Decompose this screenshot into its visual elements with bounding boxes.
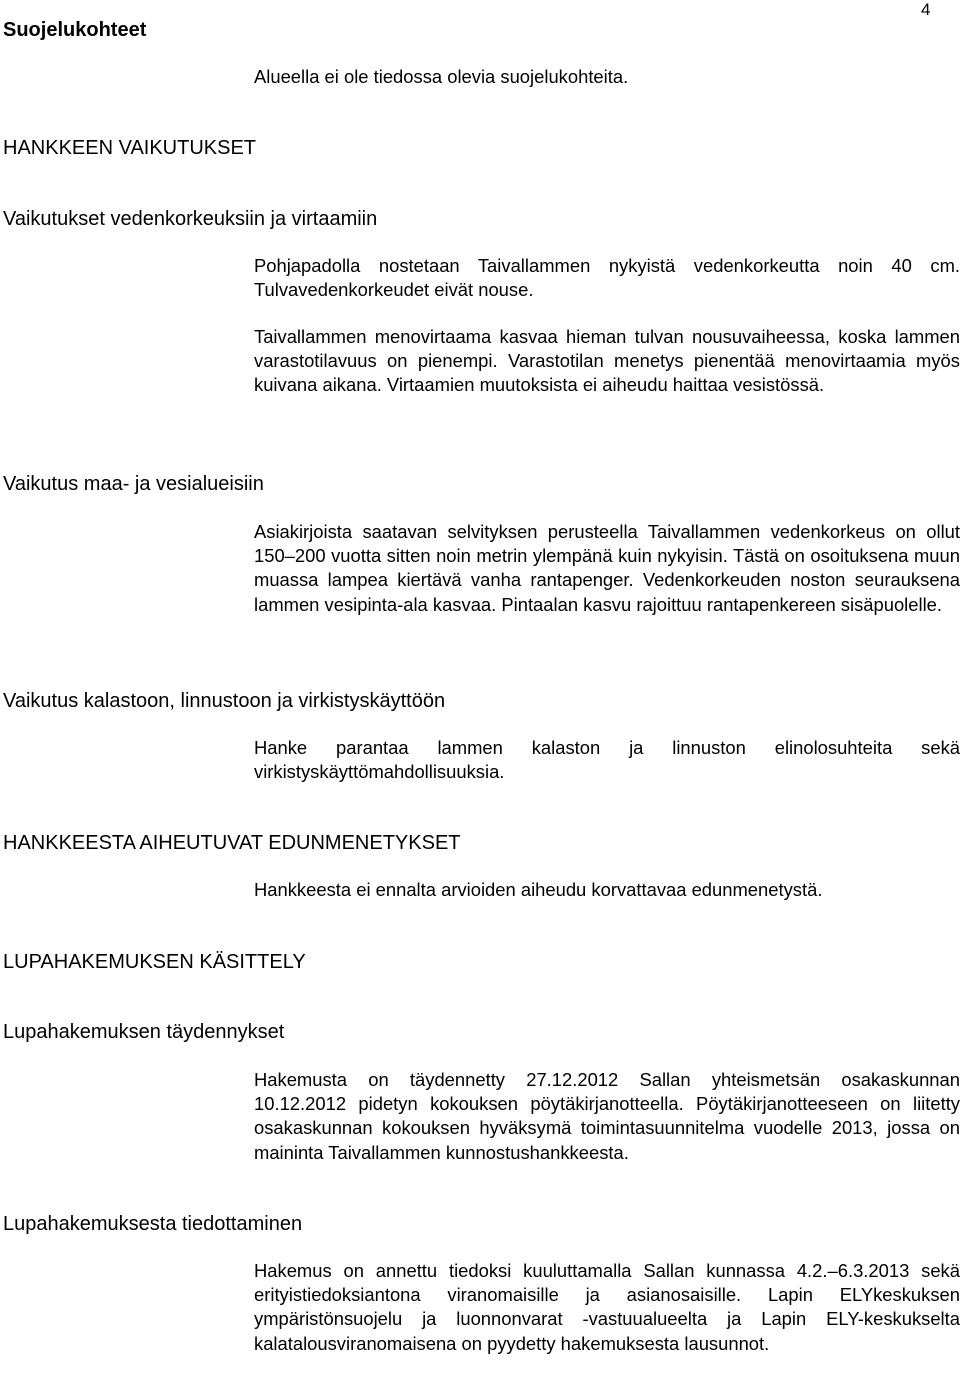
heading-edunmenetykset: HANKKEESTA AIHEUTUVAT EDUNMENETYKSET <box>3 832 461 854</box>
heading-tiedottaminen: Lupahakemuksesta tiedottaminen <box>3 1213 303 1235</box>
page-number: 4 <box>921 0 931 19</box>
heading-suojelukohteet: Suojelukohteet <box>3 19 147 41</box>
paragraph-suojelukohteet: Alueella ei ole tiedossa olevia suojelukohteita. <box>254 66 629 87</box>
heading-taydennykset: Lupahakemuksen täydennykset <box>3 1021 285 1043</box>
paragraph-maa-ja-vesialueet: Asiakirjoista saatavan selvityksen perusteella Taivallammen vedenkorkeus on ollut 150–200 vuotta sitten noin metrin ylempänä kuin nykyisin. Tästä on osoituksena muun muassa lampea kiertävä vanha rantapenger. Vedenkorkeuden noston seurauksena lammen vesipinta-ala kasvaa. Pintaalan kasvu rajoittuu rantapenkereen sisäpuolelle. <box>254 521 960 615</box>
paragraph-vedenkorkeudet-1: Pohjapadolla nostetaan Taivallammen nykyistä vedenkorkeutta noin 40 cm. Tulvavedenkorkeudet eivät nouse. <box>254 255 960 301</box>
paragraph-taydennykset: Hakemusta on täydennetty 27.12.2012 Sallan yhteismetsän osakaskunnan 10.12.2012 pidetyn kokouksen pöytäkirjanotteella. Pöytäkirjanotteeseen on liitetty osakaskunnan kokouksen hyväksymä toimintasuunnitelma vuodelle 2013, jossa on maininta Taivallammen kunnostushankkeesta. <box>254 1069 960 1163</box>
heading-maa-ja-vesialueet: Vaikutus maa- ja vesialueisiin <box>3 473 264 495</box>
paragraph-kalasto: Hanke parantaa lammen kalaston ja linnuston elinolosuhteita sekä virkistyskäyttömahdollisuuksia. <box>254 737 960 783</box>
heading-hankkeen-vaikutukset: HANKKEEN VAIKUTUKSET <box>3 137 257 159</box>
paragraph-edunmenetykset: Hankkeesta ei ennalta arvioiden aiheudu korvattavaa edunmenetystä. <box>254 879 823 900</box>
paragraph-tiedottaminen: Hakemus on annettu tiedoksi kuuluttamalla Sallan kunnassa 4.2.–6.3.2013 sekä erityistiedoksiantona viranomaisille ja asianosaisille. Lapin ELYkeskuksen ympäristönsuojelu ja luonnonvarat -vastuualueelta ja Lapin ELY-keskukselta kalatalousviranomaisena on pyydetty hakemuksesta lausunnot. <box>254 1260 960 1354</box>
heading-lupahakemuksen-kasittely: LUPAHAKEMUKSEN KÄSITTELY <box>3 951 306 973</box>
heading-vedenkorkeudet: Vaikutukset vedenkorkeuksiin ja virtaamiin <box>3 208 378 230</box>
heading-kalasto: Vaikutus kalastoon, linnustoon ja virkistyskäyttöön <box>3 690 446 712</box>
paragraph-vedenkorkeudet-2: Taivallammen menovirtaama kasvaa hieman tulvan nousuvaiheessa, koska lammen varastotilavuus on pienempi. Varastotilan menetys pienentää menovirtaamia myös kuivana aikana. Virtaamien muutoksista ei aiheudu haittaa vesistössä. <box>254 326 960 396</box>
